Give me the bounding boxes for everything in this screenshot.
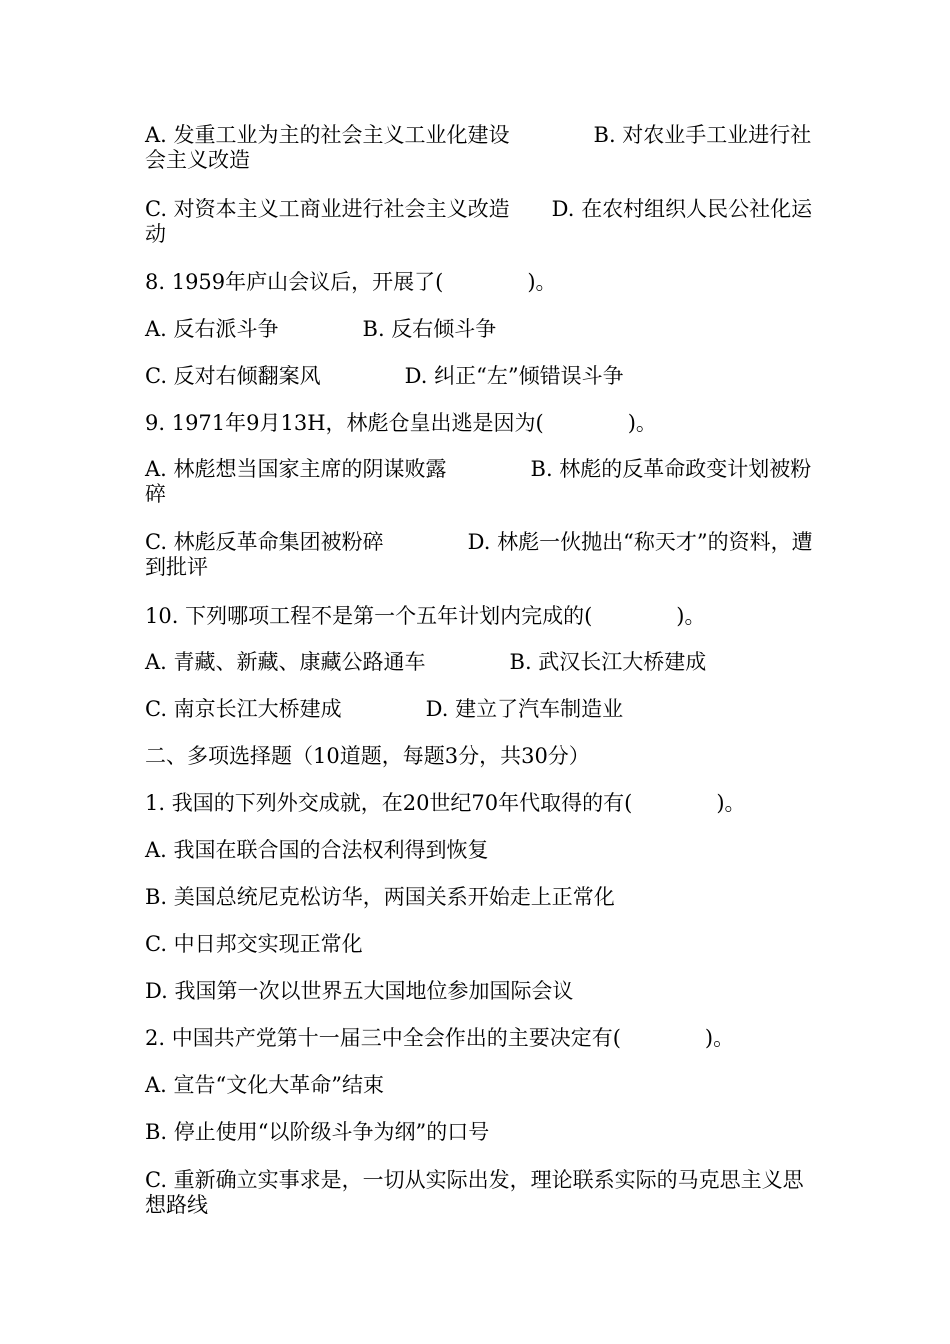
mq2-question: 2. 中国共产党第十一届三中全会作出的主要决定有( )。	[145, 1026, 735, 1050]
mq1-option-d: D. 我国第一次以世界五大国地位参加国际会议	[145, 979, 574, 1003]
q7-options-ab: A. 发重工业为主的社会主义工业化建设 B. 对农业手工业进行社会主义改造	[145, 123, 812, 172]
q9-question: 9. 1971年9月13H，林彪仓皇出逃是因为( )。	[145, 411, 657, 435]
mq1-option-a: A. 我国在联合国的合法权利得到恢复	[145, 838, 489, 862]
q10-options-ab: A. 青藏、新藏、康藏公路通车 B. 武汉长江大桥建成	[145, 650, 707, 674]
mq2-option-a: A. 宣告“文化大革命”结束	[145, 1073, 384, 1097]
q9-options-ab: A. 林彪想当国家主席的阴谋败露 B. 林彪的反革命政变计划被粉碎	[145, 457, 812, 506]
q8-question: 8. 1959年庐山会议后，开展了( )。	[145, 270, 557, 294]
q7-options-cd: C. 对资本主义工商业进行社会主义改造 D. 在农村组织人民公社化运动	[145, 197, 813, 246]
q10-options-cd: C. 南京长江大桥建成 D. 建立了汽车制造业	[145, 697, 624, 721]
q9-options-cd: C. 林彪反革命集团被粉碎 D. 林彪一伙抛出“称天才”的资料，遭到批评	[145, 530, 813, 579]
q8-options-cd: C. 反对右倾翻案风 D. 纠正“左”倾错误斗争	[145, 364, 624, 388]
q10-question: 10. 下列哪项工程不是第一个五年计划内完成的( )。	[145, 604, 706, 628]
mq1-question: 1. 我国的下列外交成就，在20世纪70年代取得的有( )。	[145, 791, 746, 815]
section-heading-multiple-choice: 二、多项选择题（10道题，每题3分，共30分）	[145, 744, 590, 768]
mq2-option-b: B. 停止使用“以阶级斗争为纲”的口号	[145, 1120, 490, 1144]
mq1-option-b: B. 美国总统尼克松访华，两国关系开始走上正常化	[145, 885, 615, 909]
mq1-option-c: C. 中日邦交实现正常化	[145, 932, 363, 956]
q8-options-ab: A. 反右派斗争 B. 反右倾斗争	[145, 317, 497, 341]
mq2-option-c: C. 重新确立实事求是，一切从实际出发，理论联系实际的马克思主义思想路线	[145, 1168, 804, 1217]
